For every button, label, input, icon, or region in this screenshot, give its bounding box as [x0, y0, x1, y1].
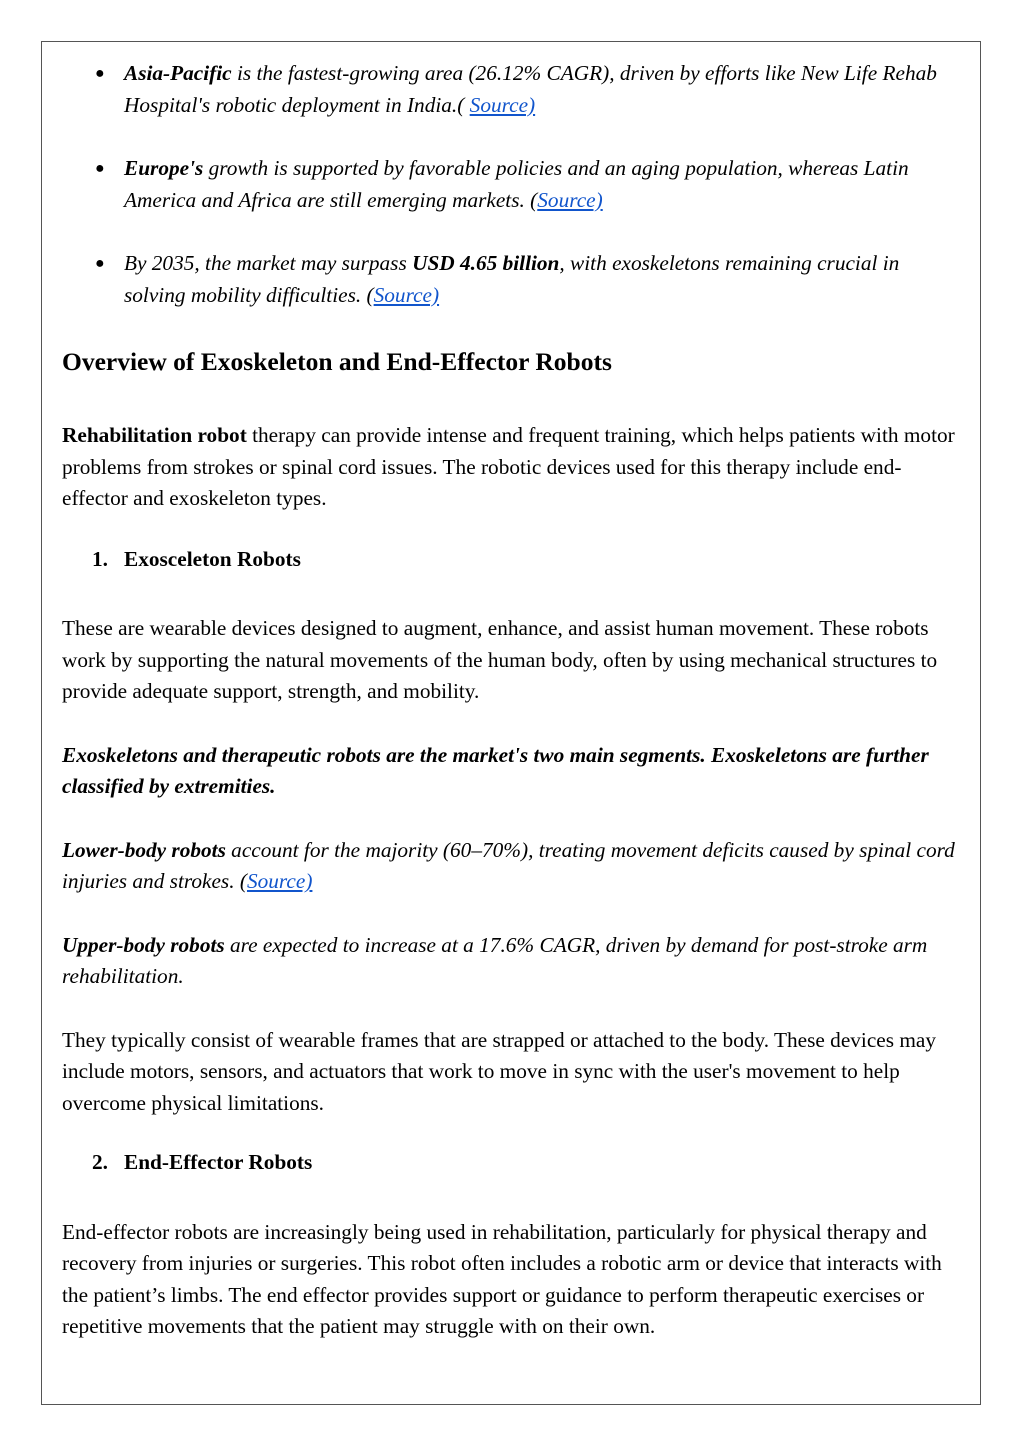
bullet-asia-pacific	[62, 58, 962, 121]
intro-bold: Rehabilitation robot	[62, 423, 247, 447]
source-link[interactable]: Source)	[373, 282, 440, 307]
document-content	[62, 58, 962, 1343]
subsection-heading-end-effector	[62, 1147, 962, 1179]
bullet-text: , with exoskeletons remaining crucial in solving mobility difficulties. (	[124, 251, 900, 307]
exoskeleton-paragraph-3: They typically consist of wearable frames that are strapped or attached to the body. These devices may include motors, sensors, and actuators that work to move in sync with the user's movement to help overcome physical limitations.	[62, 1027, 937, 1115]
subsection-number: 1.	[92, 546, 108, 571]
source-link[interactable]: Source)	[537, 187, 603, 212]
subsection-heading-exoskeleton	[62, 544, 962, 576]
lower-body-text: account for the majority (60–70%), treating movement deficits caused by spinal cord injuries and strokes. (	[62, 837, 955, 893]
bullet-pre-text: By 2035, the market may surpass	[124, 251, 413, 275]
intro-text: therapy can provide intense and frequent training, which helps patients with motor problems from strokes or spinal cord issues. The robotic devices used for this therapy include end-effector and exoskeleton types.	[62, 423, 955, 510]
section-title: Overview of Exoskeleton and End-Effector Robots	[62, 347, 612, 376]
exoskeleton-paragraph-2: Exoskeletons and therapeutic robots are the market's two main segments. Exoskeletons are further classified by extremities.	[62, 742, 929, 798]
bullet-bold: Europe's	[124, 156, 204, 180]
subsection-number: 2.	[92, 1150, 108, 1174]
source-link[interactable]: Source)	[246, 869, 313, 893]
lower-body-paragraph	[62, 835, 962, 898]
bullet-text: growth is supported by favorable policies and an aging population, whereas Latin America and Africa are still emerging markets. (	[124, 156, 909, 212]
end-effector-paragraph: End-effector robots are increasingly being used in rehabilitation, particularly for physical therapy and recovery from injuries or surgeries. This robot often includes a robotic arm or device that interacts with the patient’s limbs. The end effector provides support or guidance to perform therapeutic exercises or repetitive movements that the patient may struggle with on their own.	[62, 1219, 942, 1338]
upper-body-paragraph	[62, 930, 962, 993]
bullet-bold: USD 4.65 billion	[412, 251, 560, 275]
bullet-dot-icon: ●	[95, 160, 105, 177]
upper-body-text: are expected to increase at a 17.6% CAGR, driven by demand for post-stroke arm rehabilitation.	[62, 932, 928, 988]
source-link[interactable]: Source)	[469, 92, 536, 117]
intro-paragraph	[62, 420, 962, 515]
exoskeleton-paragraph-1: These are wearable devices designed to augment, enhance, and assist human movement. These robots work by supporting the natural movements of the human body, often by using mechanical structures to provide adequate support, strength, and mobility.	[62, 616, 938, 703]
bullet-2035-forecast	[62, 248, 962, 311]
upper-body-bold: Upper-body robots	[62, 932, 225, 957]
subsection-title: Exosceleton Robots	[124, 546, 301, 571]
bullet-text: is the fastest-growing area (26.12% CAGR), driven by efforts like New Life Rehab Hospital's robotic deployment in India.(	[124, 61, 937, 117]
bullet-bold: Asia-Pacific	[124, 61, 232, 85]
market-bullets	[62, 58, 962, 311]
lower-body-bold: Lower-body robots	[62, 837, 226, 862]
bullet-dot-icon: ●	[95, 65, 105, 82]
subsection-title: End-Effector Robots	[124, 1150, 313, 1174]
bullet-dot-icon: ●	[95, 255, 105, 272]
bullet-europe	[62, 153, 962, 216]
